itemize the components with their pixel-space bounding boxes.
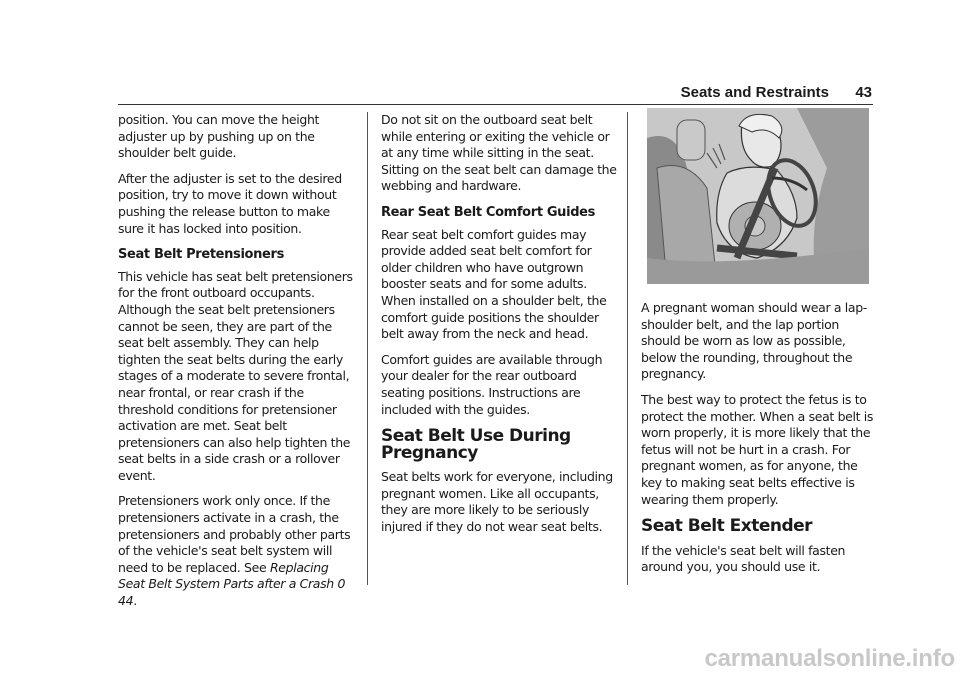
paragraph: Rear seat belt comfort guides may provide added seat belt comfort for older children who have outgrown booster seats and for some adults. When installed on a shoulder belt, the comfort guide positions the shoulder belt away from the neck and head.	[381, 226, 607, 342]
heading-seat-belt-pretensioners: Seat Belt Pretensioners	[118, 247, 284, 263]
paragraph-text: Pretensioners work only once. If the pretensioners activate in a crash, the pretensioners and probably other parts of the vehicle's seat belt system will need to be replaced. See	[118, 493, 351, 575]
heading-belt-use-pregnancy: Seat Belt Use During Pregnancy	[381, 426, 571, 463]
column-divider-2	[627, 112, 628, 585]
heading-rear-comfort-guides: Rear Seat Belt Comfort Guides	[381, 204, 595, 220]
page-number: 43	[855, 84, 872, 101]
paragraph: position. You can move the height adjuster up by pushing up on the shoulder belt guide.	[118, 112, 320, 161]
paragraph: After the adjuster is set to the desired position, try to move it down without pushing the release button to make sure it has locked into position.	[118, 170, 342, 236]
paragraph: A pregnant woman should wear a lap-shoulder belt, and the lap portion should be worn as low as possible, below the rounding, throughout the pregnancy.	[641, 300, 867, 382]
paragraph: Comfort guides are available through your dealer for the rear outboard seating positions. Instructions are included with the guides.	[381, 351, 603, 417]
paragraph-end: .	[133, 593, 137, 609]
column-3	[641, 108, 877, 585]
xref-page: 44	[118, 593, 134, 609]
heading-seat-belt-extender: Seat Belt Extender	[641, 516, 813, 537]
paragraph: This vehicle has seat belt pretensioners for the front outboard occupants. Although the seat belt pretensioners cannot be seen, they are part of the seat belt assembly. They can help tighten the seat belts during the early stages of a moderate to severe frontal, near frontal, or rear crash if the threshold conditions for pretensioner activation are met. Seat belt pretensioners can also help tighten the seat belts in a side crash or a rollover event.	[118, 268, 353, 483]
column-2	[381, 108, 617, 545]
column-1	[118, 108, 354, 619]
pregnant-woman-seatbelt-illustration	[647, 108, 869, 284]
paragraph	[118, 493, 354, 609]
xref-link-text: Replacing Seat Belt System Parts after a Crash	[118, 559, 334, 592]
header-rule	[118, 104, 873, 105]
page-ref-icon: 0	[337, 576, 346, 592]
paragraph: Seat belts work for everyone, including pregnant women. Like all occupants, they are more likely to be seriously injured if they do not wear seat belts.	[381, 469, 613, 535]
paragraph: If the vehicle's seat belt will fasten around you, you should use it.	[641, 542, 846, 575]
paragraph: Do not sit on the outboard seat belt while entering or exiting the vehicle or at any time while sitting in the seat. Sitting on the seat belt can damage the webbing and hardware.	[381, 112, 617, 194]
watermark: carmanualsonline.info	[704, 645, 955, 672]
section-title: Seats and Restraints	[680, 84, 829, 101]
column-divider-1	[367, 112, 368, 585]
paragraph: The best way to protect the fetus is to protect the mother. When a seat belt is worn properly, it is more likely that the fetus will not be hurt in a crash. For pregnant women, as for anyone, the key to making seat belts effective is wearing them properly.	[641, 391, 874, 507]
